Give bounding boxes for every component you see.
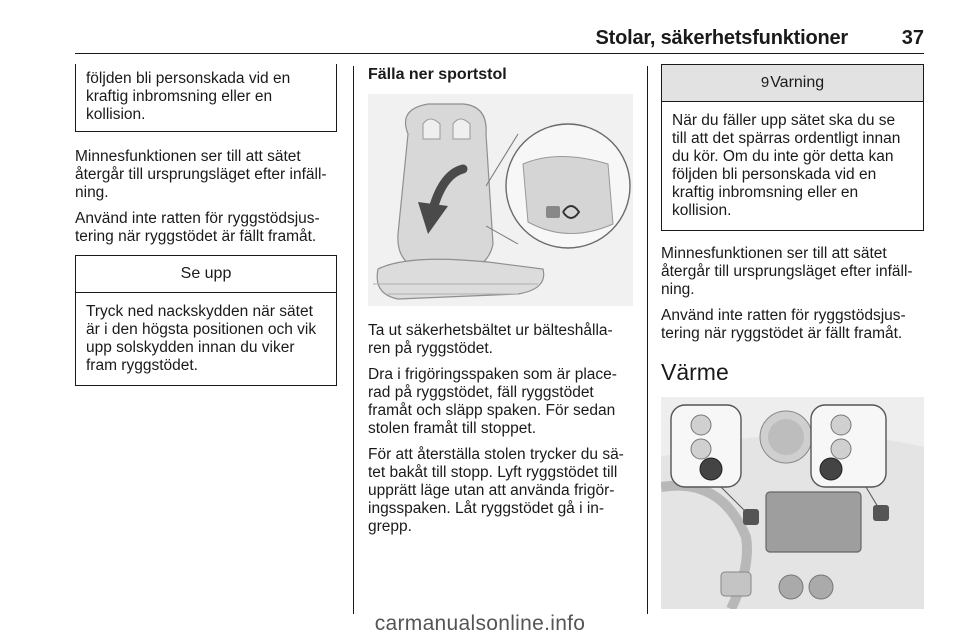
page-number: 37: [901, 27, 924, 49]
header-rule: [75, 53, 924, 54]
column-2: [368, 64, 633, 544]
warning-icon: 9: [760, 74, 770, 91]
continued-warning-box: [75, 64, 337, 132]
heating-section-heading: Värme: [661, 359, 729, 385]
section-subheading: Fälla ner sportstol: [368, 66, 507, 83]
caution-text: Tryck ned nackskydden när sätet är i den högsta positionen och vik upp solskydden innan du viker fram ryggstödet.: [86, 303, 317, 374]
continued-warning-text: följden bli personskada vid en kraftig inbromsning eller en kollision.: [86, 70, 291, 123]
remove-belt-paragraph: Ta ut säkerhetsbältet ur bälteshålla- ren på ryggstödet.: [368, 322, 613, 357]
warning-header: [662, 65, 923, 102]
release-lever-paragraph: Dra i frigöringsspaken som är place- rad på ryggstödet, fäll ryggstödet framåt och släpp spaken. För sedan stolen framåt till stoppet.: [368, 366, 617, 437]
seat-fold-illustration: [368, 94, 633, 306]
watermark: carmanualsonline.info: [374, 612, 586, 635]
steering-adjust-paragraph: Använd inte ratten för ryggstödsjus- tering när ryggstödet är fällt framåt.: [75, 210, 320, 245]
page-title: Stolar, säkerhetsfunktioner: [595, 27, 848, 49]
warning-text: När du fäller upp sätet ska du se till att det spärras ordentligt innan du kör. Om du inte gör detta kan följden bli personskada vid en kraftig inbromsning eller en kollision.: [672, 112, 901, 219]
warning-title: Varning: [770, 74, 825, 91]
seat-heating-illustration: [661, 397, 924, 609]
caution-title: Se upp: [76, 256, 336, 293]
caution-box: [75, 255, 337, 386]
memory-function-paragraph: Minnesfunktionen ser till att sätet återgår till ursprungsläget efter infäll- ning.: [75, 148, 327, 201]
memory-function-paragraph-2: Minnesfunktionen ser till att sätet återgår till ursprungsläget efter infäll- ning.: [661, 245, 913, 298]
column-divider-2: [647, 66, 648, 614]
column-3: [661, 64, 924, 609]
restore-seat-paragraph: För att återställa stolen trycker du sä- tet bakåt till stopp. Lyft ryggstödet till upprätt läge utan att använda frigör- ingsspaken. Låt ryggstödet gå i in- grepp.: [368, 446, 624, 535]
column-1: [75, 64, 337, 386]
column-divider-1: [353, 66, 354, 614]
warning-box: [661, 64, 924, 231]
steering-adjust-paragraph-2: Använd inte ratten för ryggstödsjus- tering när ryggstödet är fällt framåt.: [661, 307, 906, 342]
